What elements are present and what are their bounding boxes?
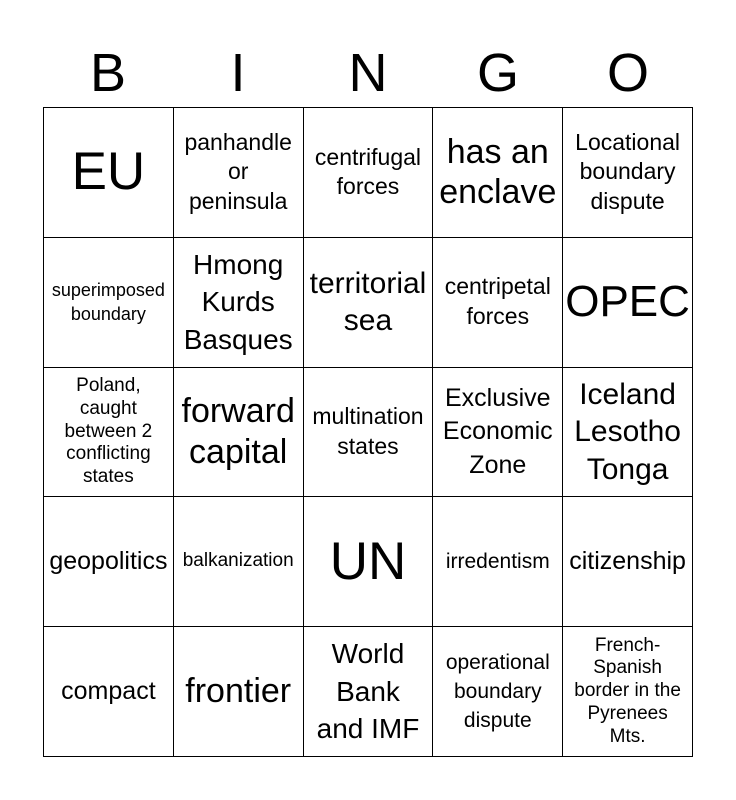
bingo-cell[interactable]	[304, 497, 434, 627]
cell-text: centripetal forces	[444, 273, 551, 330]
bingo-cell[interactable]	[563, 627, 693, 757]
cell-text: frontier	[185, 672, 292, 711]
cell-text: Exclusive Economic Zone	[442, 384, 553, 479]
bingo-header	[43, 40, 693, 106]
cell-text: irredentism	[445, 550, 550, 574]
bingo-cell[interactable]	[433, 238, 563, 368]
header-letter-b: B	[89, 43, 127, 103]
bingo-cell[interactable]	[174, 238, 304, 368]
cell-text: has an enclave	[439, 132, 557, 212]
bingo-cell[interactable]	[563, 238, 693, 368]
bingo-cell[interactable]	[44, 108, 174, 238]
cell-text: panhandle or peninsula	[184, 128, 292, 215]
bingo-cell[interactable]	[563, 108, 693, 238]
cell-text: citizenship	[569, 547, 686, 576]
cell-text: centrifugal forces	[314, 143, 422, 200]
header-letter-o: O	[606, 43, 649, 103]
cell-text: Locational boundary dispute	[575, 128, 681, 215]
bingo-cell[interactable]	[174, 627, 304, 757]
bingo-cell[interactable]	[304, 108, 434, 238]
bingo-cell[interactable]	[44, 497, 174, 627]
bingo-grid	[43, 107, 693, 757]
bingo-cell[interactable]	[174, 497, 304, 627]
cell-text: operational boundary dispute	[445, 650, 550, 733]
cell-text: Iceland Lesotho Tonga	[574, 377, 681, 486]
cell-text: geopolitics	[49, 547, 168, 576]
cell-text: French- Spanish border in the Pyrenees Mts.	[574, 634, 681, 747]
cell-text: superimposed boundary	[51, 279, 165, 325]
bingo-cell[interactable]	[433, 108, 563, 238]
header-letter-n: N	[348, 43, 388, 103]
cell-text: UN	[329, 531, 407, 591]
bingo-cell[interactable]	[433, 368, 563, 498]
bingo-cell[interactable]	[563, 368, 693, 498]
bingo-cell[interactable]	[174, 368, 304, 498]
cell-text: World Bank and IMF	[316, 637, 420, 745]
bingo-cell[interactable]	[44, 238, 174, 368]
bingo-cell[interactable]	[433, 627, 563, 757]
cell-text: forward capital	[181, 392, 295, 471]
cell-text: territorial sea	[309, 266, 427, 338]
bingo-cell[interactable]	[304, 368, 434, 498]
bingo-cell[interactable]	[174, 108, 304, 238]
bingo-cell[interactable]	[304, 238, 434, 368]
bingo-cell[interactable]	[433, 497, 563, 627]
cell-text: Hmong Kurds Basques	[183, 248, 293, 356]
bingo-cell[interactable]	[304, 627, 434, 757]
cell-text: OPEC	[565, 277, 690, 327]
bingo-cell[interactable]	[563, 497, 693, 627]
bingo-cell[interactable]	[44, 627, 174, 757]
cell-text: EU	[71, 142, 146, 202]
cell-text: compact	[61, 676, 156, 705]
bingo-cell[interactable]	[44, 368, 174, 498]
header-letter-g: G	[476, 43, 519, 103]
header-letter-i: I	[230, 43, 246, 103]
cell-text: multination states	[312, 403, 424, 459]
cell-text: balkanization	[182, 550, 294, 572]
cell-text: Poland, caught between 2 conflicting states	[64, 375, 153, 488]
